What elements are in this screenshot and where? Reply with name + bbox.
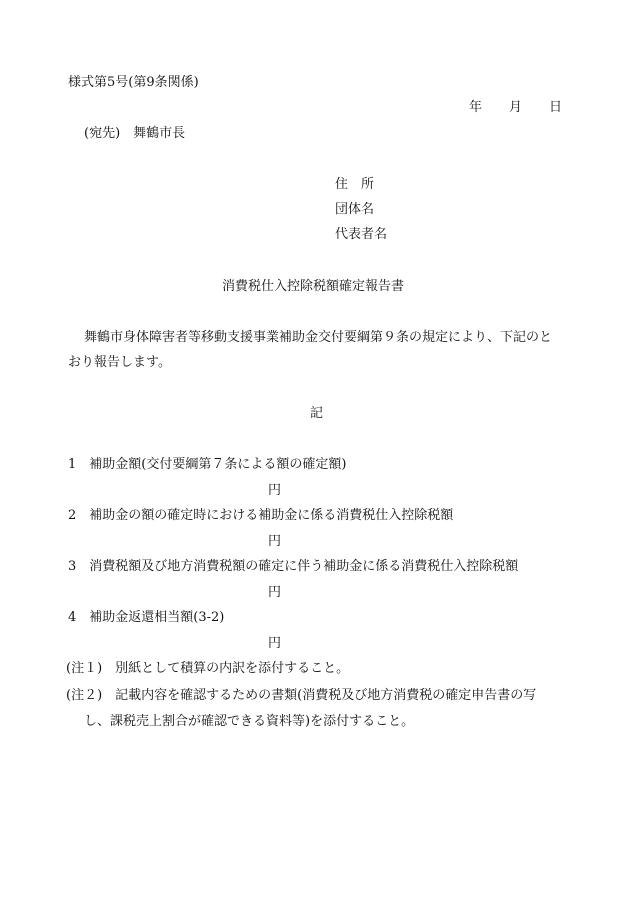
item-label: 3 消費税額及び地方消費税額の確定に伴う補助金に係る消費税仕入控除税額 <box>68 559 519 574</box>
note-2-continued: し、課税売上割合が確認できる資料等)を添付すること。 <box>84 714 415 729</box>
item-label: 1 補助金額(交付要綱第７条による額の確定額) <box>68 457 347 472</box>
address-label: 住 所 <box>335 177 375 192</box>
item-label: 4 補助金返還相当額(3-2) <box>68 610 225 625</box>
body-line: 舞鶴市身体障害者等移動支援事業補助金交付要綱第９条の規定により、下記のと <box>84 330 553 345</box>
ki-heading: 記 <box>310 406 324 421</box>
organization-label: 団体名 <box>335 202 375 217</box>
item-unit: 円 <box>268 636 282 651</box>
item-unit: 円 <box>268 483 282 498</box>
note-2: (注２) 記載内容を確認するための書類(消費税及び地方消費税の確定申告書の写 <box>66 688 537 703</box>
item-label: 2 補助金の額の確定時における補助金に係る消費税仕入控除税額 <box>68 508 454 523</box>
date-month: 月 <box>509 100 523 115</box>
note-1: (注１) 別紙として積算の内訳を添付すること。 <box>66 661 350 676</box>
item-unit: 円 <box>268 585 282 600</box>
representative-label: 代表者名 <box>335 227 388 242</box>
body-line: おり報告します。 <box>68 355 171 370</box>
document-title: 消費税仕入控除税額確定報告書 <box>222 279 405 294</box>
item-unit: 円 <box>268 534 282 549</box>
date-year: 年 <box>469 100 483 115</box>
form-number: 様式第5号(第9条関係) <box>68 75 199 90</box>
addressee: (宛先) 舞鶴市長 <box>84 126 186 141</box>
date-day: 日 <box>549 100 563 115</box>
